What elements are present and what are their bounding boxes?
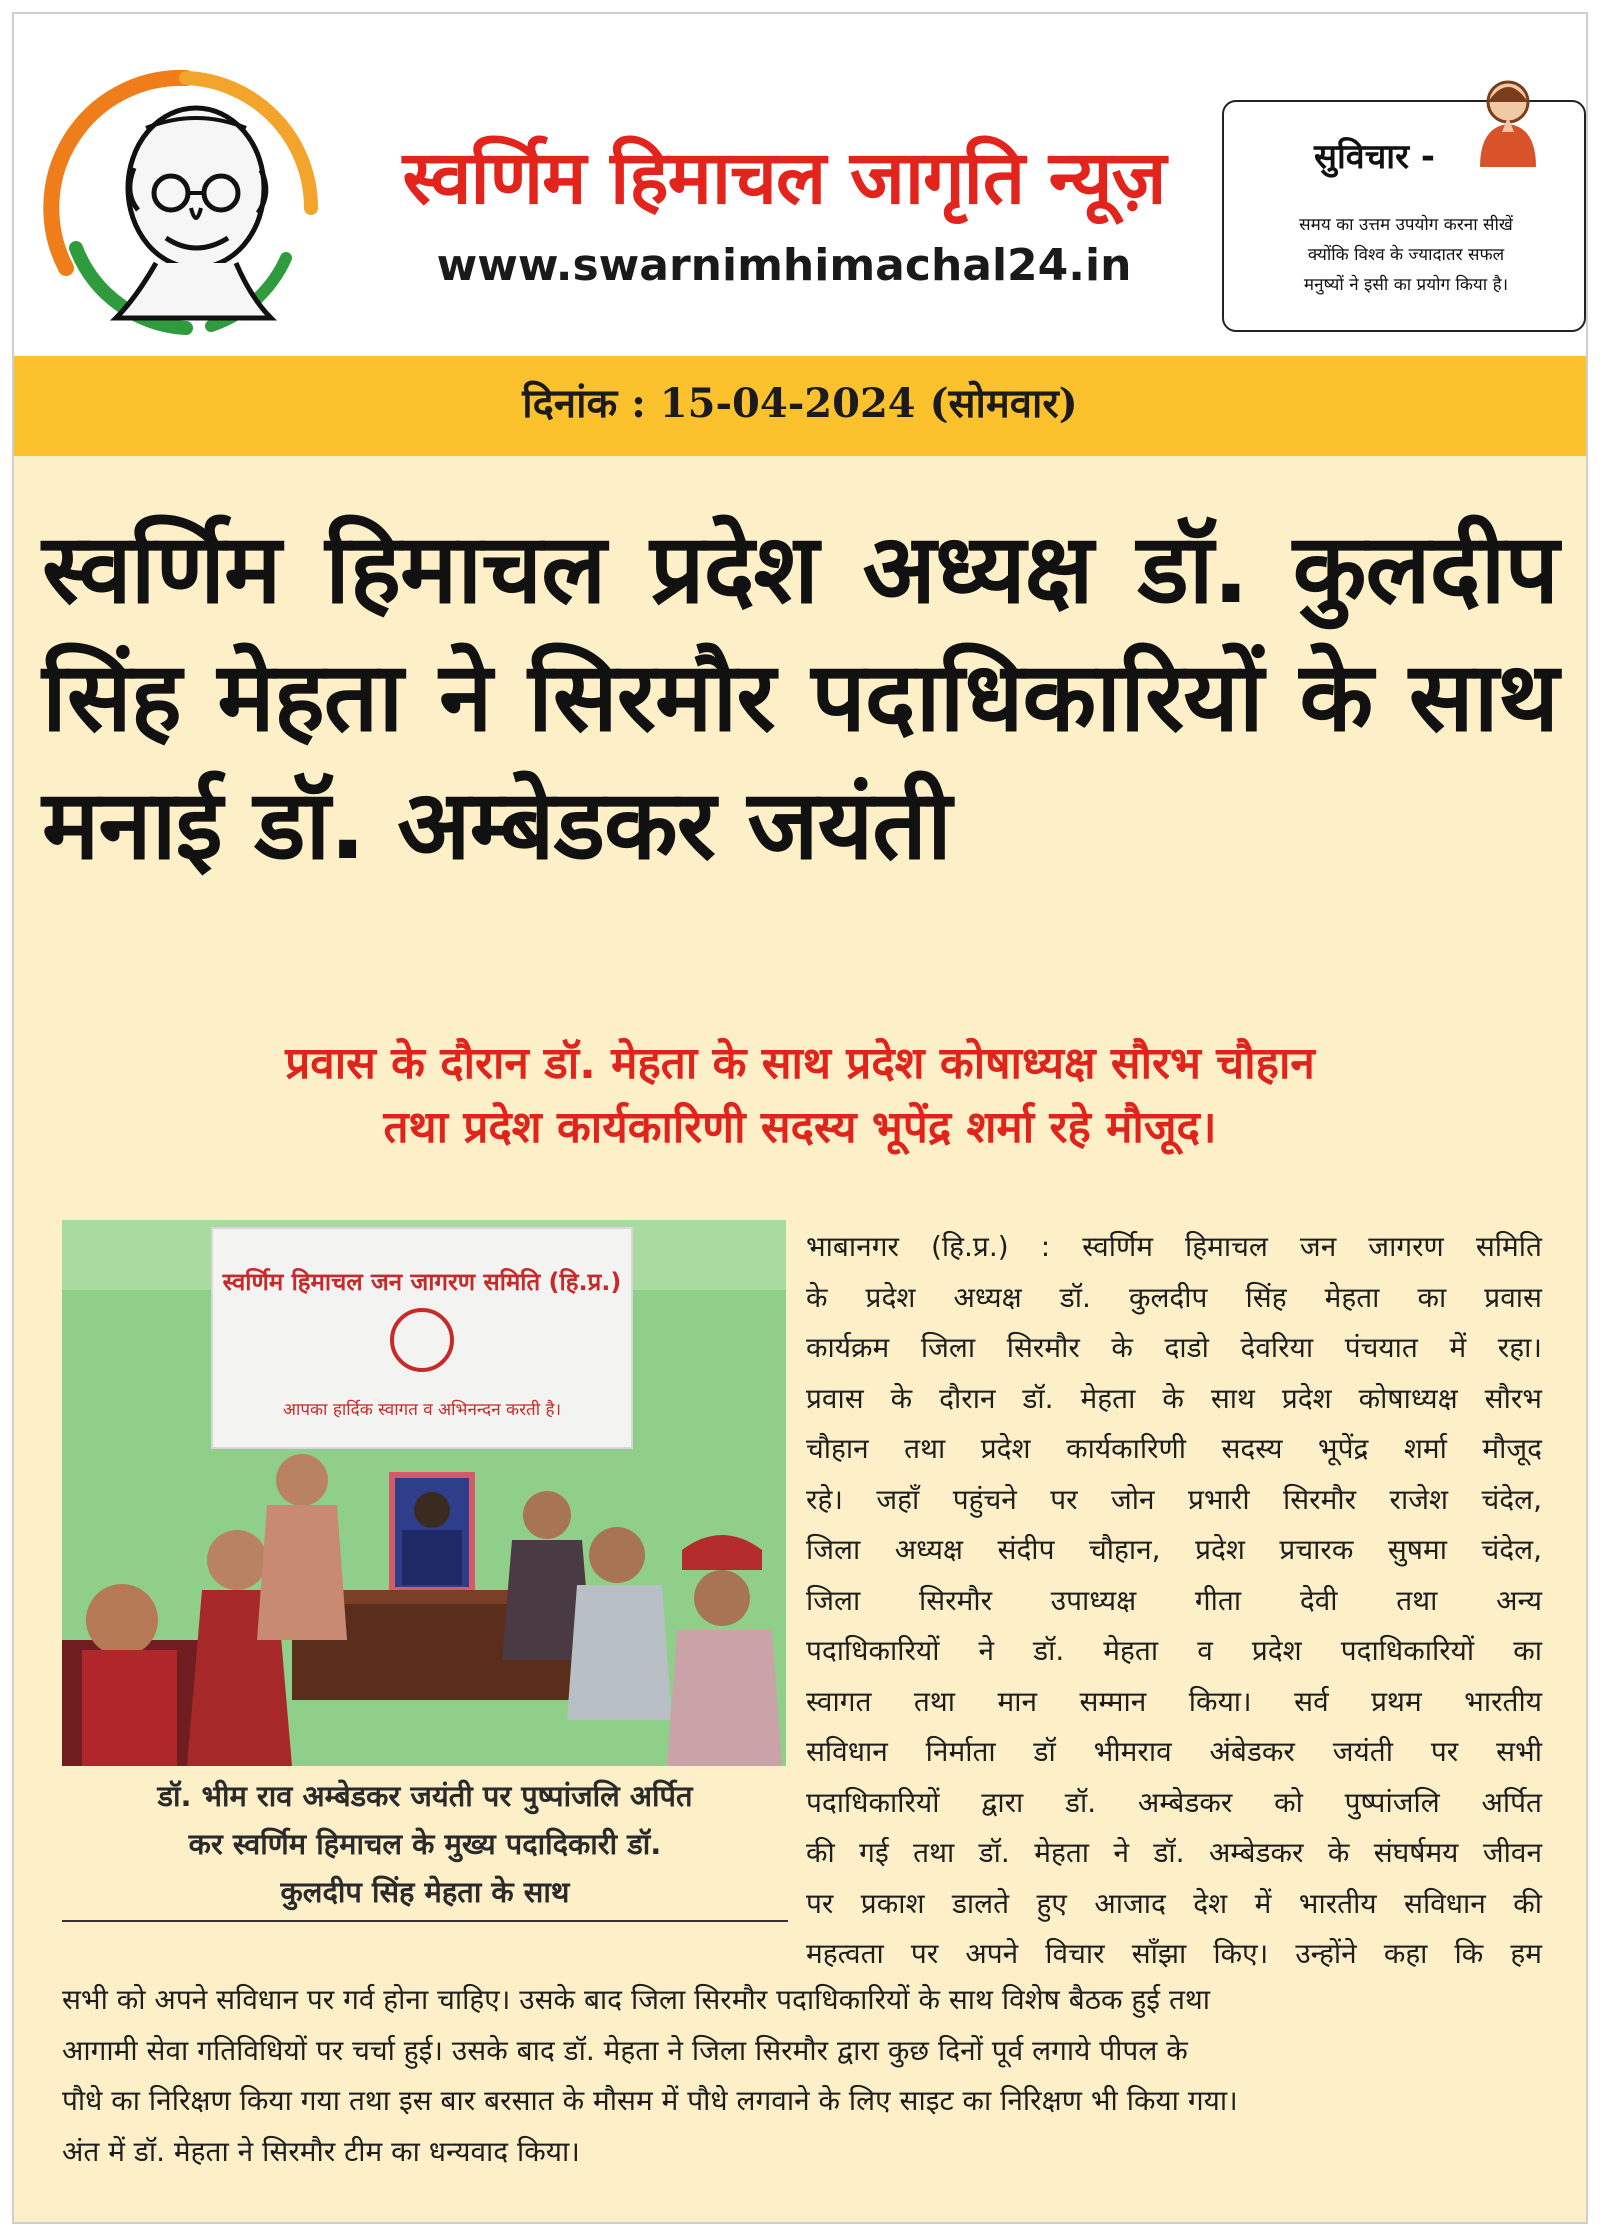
gandhi-logo-icon bbox=[36, 58, 336, 348]
subheadline-line: प्रवास के दौरान डॉ. मेहता के साथ प्रदेश कोषाध्यक्ष सौरभ चौहान bbox=[285, 1038, 1315, 1089]
thought-line: क्योंकि विश्व के ज्यादातर सफल bbox=[1307, 245, 1505, 265]
article-line: जिला अध्यक्ष संदीप चौहान, प्रदेश प्रचारक सुषमा चंदेल, bbox=[806, 1533, 1542, 1566]
article-line: पौधे का निरिक्षण किया गया तथा इस बार बरसात के मौसम में पौधे लगवाने के लिए साइट का निरिक्षण भी किया गया। bbox=[62, 2084, 1238, 2117]
caption-line: कुलदीप सिंह मेहता के साथ bbox=[280, 1875, 570, 1909]
event-photo bbox=[62, 1220, 786, 1766]
thought-line: मनुष्यों ने इसी का प्रयोग किया है। bbox=[1303, 275, 1509, 295]
caption-line: डॉ. भीम राव अम्बेडकर जयंती पर पुष्पांजलि अर्पित bbox=[157, 1779, 693, 1813]
thought-line: समय का उत्तम उपयोग करना सीखें bbox=[1299, 215, 1513, 235]
caption-divider bbox=[62, 1920, 788, 1922]
article-line: जिला सिरमौर उपाध्यक्ष गीता देवी तथा अन्य bbox=[806, 1583, 1542, 1617]
article-line: भाबानगर (हि.प्र.) : स्वर्णिम हिमाचल जन जागरण समिति bbox=[806, 1230, 1542, 1263]
article-line: के प्रदेश अध्यक्ष डॉ. कुलदीप सिंह मेहता का प्रवास bbox=[806, 1280, 1542, 1314]
article-line: पर प्रकाश डालते हुए आजाद देश में भारतीय सविधान की bbox=[806, 1886, 1542, 1920]
brand-title: स्वर्णिम हिमाचल जागृति न्यूज़ bbox=[402, 135, 1166, 221]
article-line: रहे। जहाँ पहुंचने पर जोन प्रभारी सिरमौर राजेश चंदेल, bbox=[806, 1482, 1542, 1516]
namaste-monk-icon bbox=[1468, 72, 1548, 172]
article-line: की गई तथा डॉ. मेहता ने डॉ. अम्बेडकर के संघर्षमय जीवन bbox=[806, 1836, 1542, 1869]
date-bar: दिनांक : 15-04-2024 (सोमवार) bbox=[14, 356, 1586, 456]
article-full-width bbox=[62, 1975, 1542, 2177]
masthead bbox=[14, 14, 1586, 356]
thought-text bbox=[1244, 210, 1568, 300]
banner-greeting: आपका हार्दिक स्वागत व अभिनन्दन करती है। bbox=[282, 1400, 562, 1420]
article-line: सविधान निर्माता डॉ भीमराव अंबेडकर जयंती पर सभी bbox=[806, 1735, 1542, 1768]
photo-caption bbox=[64, 1772, 786, 1916]
website-link[interactable]: www.swarnimhimachal24.in bbox=[436, 240, 1132, 291]
thought-title: सुविचार - bbox=[1314, 137, 1435, 177]
article-line: चौहान तथा प्रदेश कार्यकारिणी सदस्य भूपेंद्र शर्मा मौजूद bbox=[806, 1432, 1542, 1465]
article-line: महत्वता पर अपने विचार साँझा किए। उन्होंने कहा कि हम bbox=[806, 1937, 1542, 1970]
article-line: अंत में डॉ. मेहता ने सिरमौर टीम का धन्यवाद किया। bbox=[62, 2134, 580, 2168]
article-line: स्वागत तथा मान सम्मान किया। सर्व प्रथम भारतीय bbox=[806, 1684, 1542, 1718]
article-line: पदाधिकारियों ने डॉ. मेहता व प्रदेश पदाधिकारियों का bbox=[806, 1634, 1542, 1667]
subheadline-line: तथा प्रदेश कार्यकारिणी सदस्य भूपेंद्र शर्मा रहे मौजूद। bbox=[383, 1102, 1217, 1153]
article-line: कार्यक्रम जिला सिरमौर के दाडो देवरिया पंचयात में रहा। bbox=[806, 1331, 1542, 1364]
article-line: आगामी सेवा गतिविधियों पर चर्चा हुई। उसके बाद डॉ. मेहता ने जिला सिरमौर द्वारा कुछ दिनों पूर्व लगाये पीपल के bbox=[62, 2033, 1188, 2067]
article-line: सभी को अपने सविधान पर गर्व होना चाहिए। उसके बाद जिला सिरमौर पदाधिकारियों के साथ विशेष बैठक हुई तथा bbox=[62, 1983, 1211, 2016]
article-line: प्रवास के दौरान डॉ. मेहता के साथ प्रदेश कोषाध्यक्ष सौरभ bbox=[806, 1381, 1542, 1415]
article-column bbox=[806, 1222, 1542, 1980]
caption-line: कर स्वर्णिम हिमाचल के मुख्य पदादिकारी डॉ. bbox=[188, 1827, 662, 1861]
thought-of-the-day-box bbox=[1222, 100, 1586, 332]
banner-title: स्वर्णिम हिमाचल जन जागरण समिति (हि.प्र.) bbox=[222, 1268, 622, 1296]
article-line: पदाधिकारियों द्वारा डॉ. अम्बेडकर को पुष्पांजलि अर्पित bbox=[806, 1785, 1542, 1819]
subheadline bbox=[60, 1032, 1540, 1160]
headline: स्वर्णिम हिमाचल प्रदेश अध्यक्ष डॉ. कुलदीप सिंह मेहता ने सिरमौर पदाधिकारियों के साथ मनाई डॉ. अम्बेडकर जयंती bbox=[42, 513, 1558, 881]
